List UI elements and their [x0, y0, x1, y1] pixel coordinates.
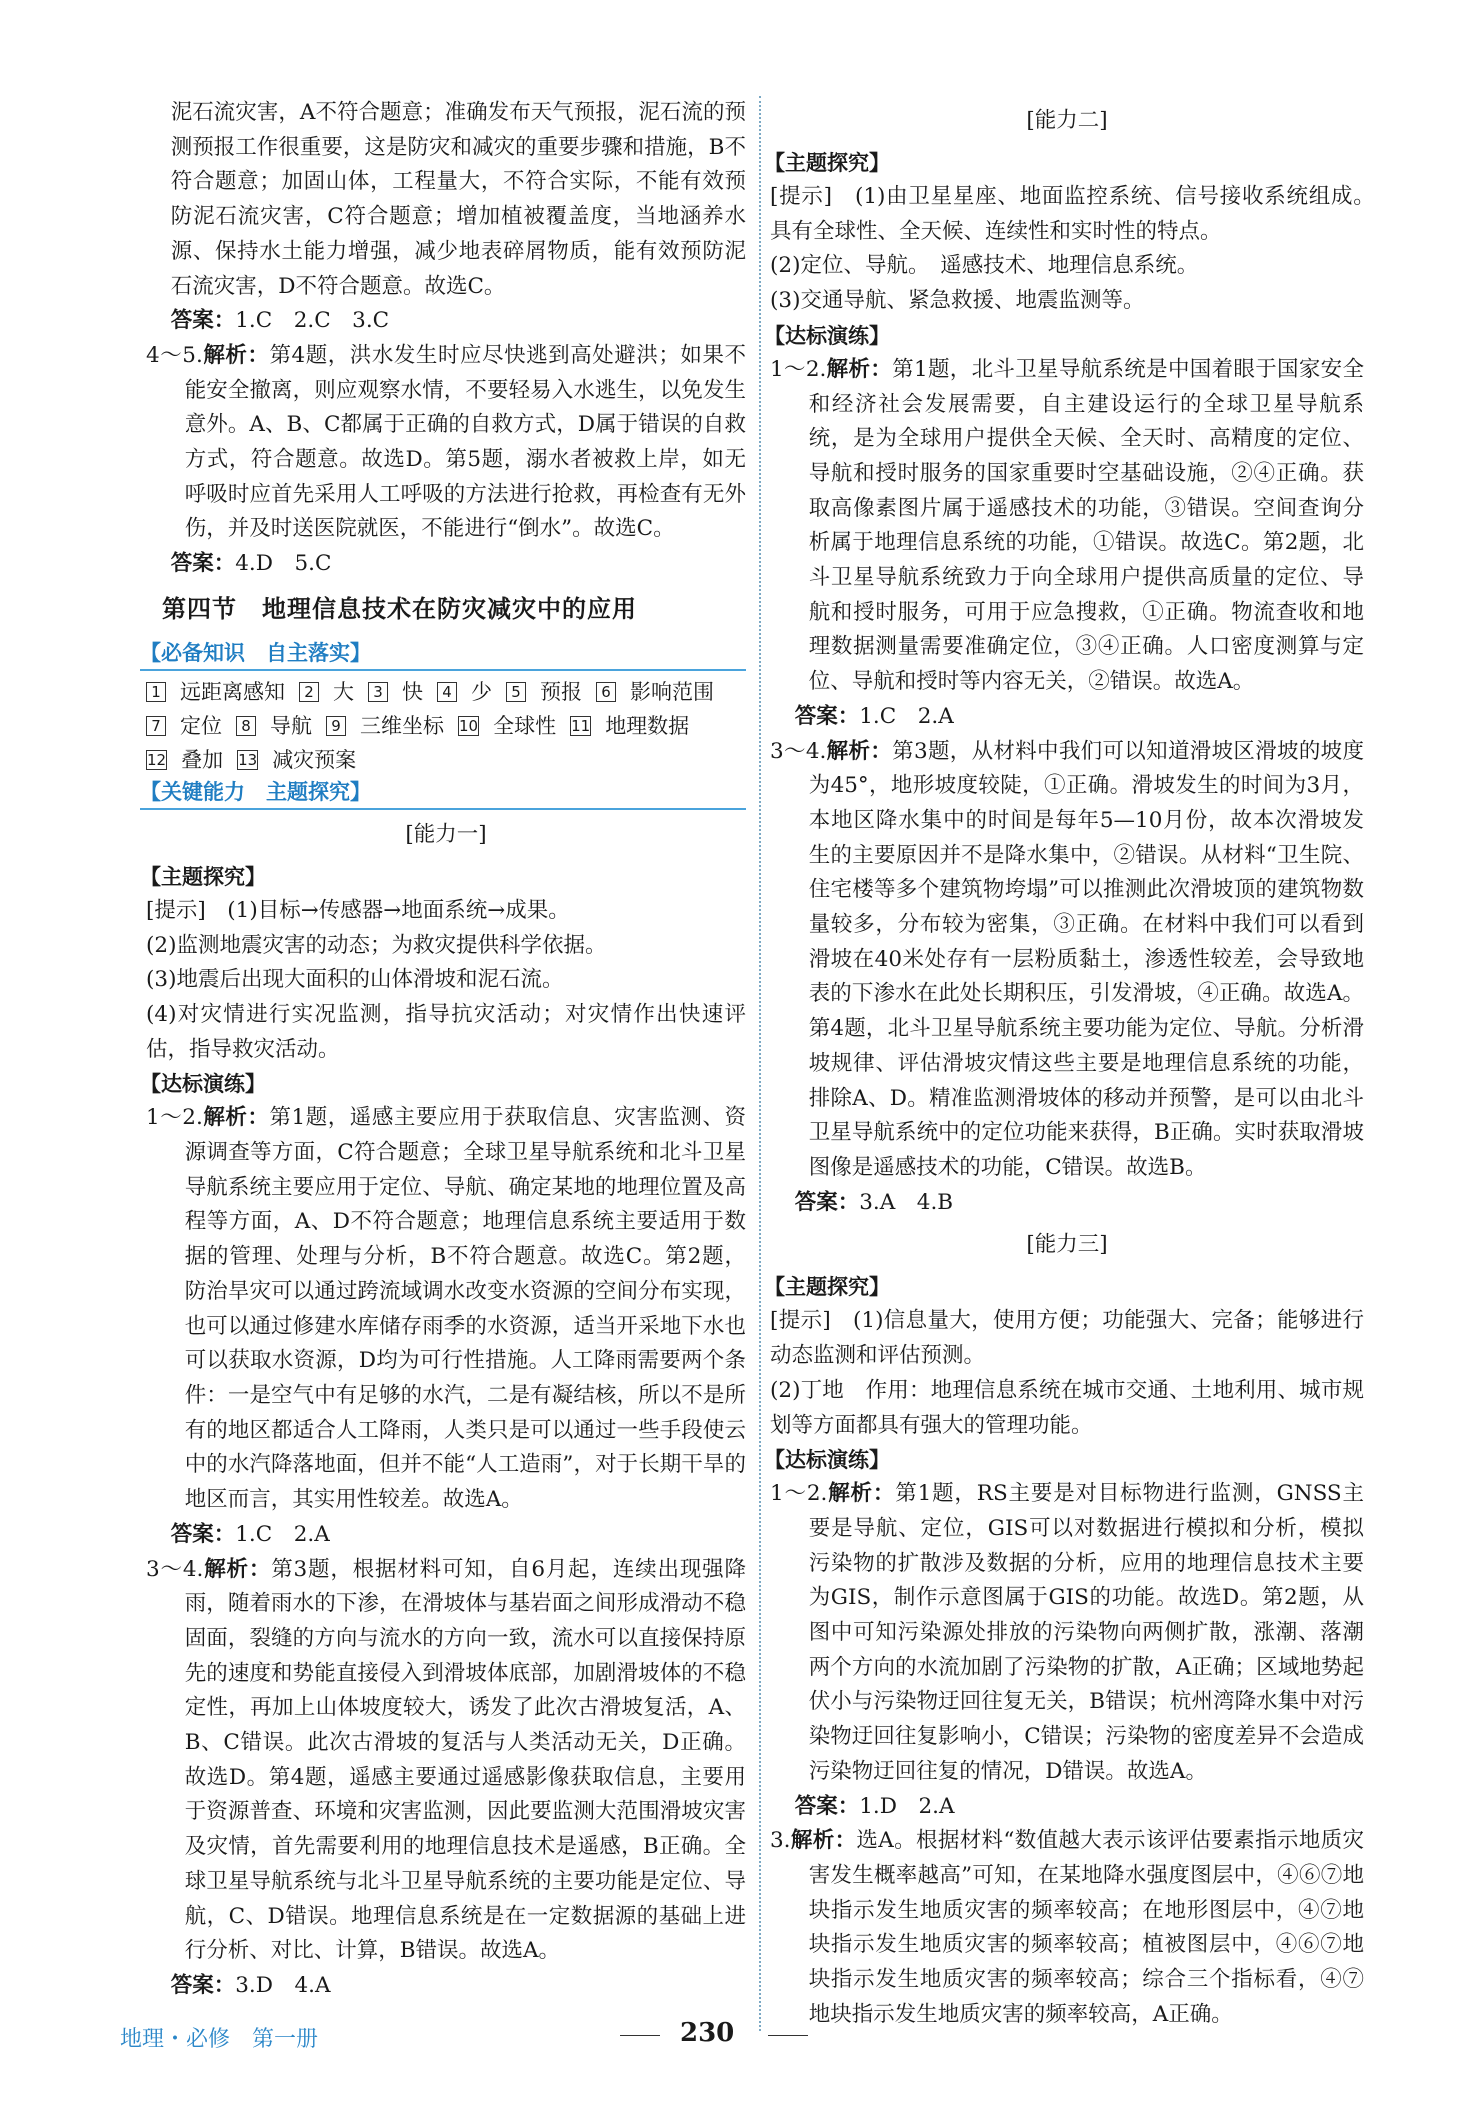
item-text: 三维坐标	[360, 713, 444, 738]
tag-heading: 【主题探究】	[140, 864, 266, 889]
left-column	[140, 96, 746, 2004]
item-text: 定位	[180, 713, 222, 738]
explanation: 1～2.解析：第1题，北斗卫星导航系统是中国着眼于国家安全和经济社会发展需要，自主建设运行的全球卫星导航系统，是为全球用户提供全天候、全天时、高精度的定位、导航和授时服务的国家重要时空基础设施，②④正确。获取高像素图片属于遥感技术的功能，③错误。空间查询分析属于地理信息系统的功能，①错误。故选C。第2题，北斗卫星导航系统致力于向全球用户提供高质量的定位、导航和授时服务，可用于应急搜救，①正确。物流查收和地理数据测量需要准确定位，③④正确。人口密度测算与定位、导航和授时等内容无关，②错误。故选A。	[770, 356, 1364, 695]
tag-heading: 【达标演练】	[764, 323, 890, 348]
column-divider	[759, 96, 761, 2031]
hint-line: (3)地震后出现大面积的山体滑坡和泥石流。	[146, 967, 564, 993]
ability-heading: [能力二]	[1026, 108, 1108, 133]
answer-line: 答案：1.D 2.A	[794, 1793, 955, 1819]
item-number-box: 12	[147, 750, 167, 769]
item-number-box: 7	[146, 716, 166, 736]
answer-line: 答案：4.D 5.C	[170, 551, 332, 577]
item-number-box: 5	[506, 682, 526, 702]
item-number-box: 3	[368, 682, 388, 702]
answer-line: 答案：1.C 2.A	[170, 1521, 330, 1547]
item-number-box: 13	[238, 750, 258, 769]
item-text: 减灾预案	[272, 747, 357, 772]
item-text: 快	[402, 679, 423, 704]
item-text: 导航	[270, 713, 312, 738]
knowledge-item	[326, 714, 444, 738]
page-number: 230	[680, 2018, 735, 2048]
item-number-box: 11	[571, 716, 591, 735]
knowledge-item	[570, 714, 689, 738]
item-text: 预报	[540, 679, 582, 704]
item-text: 远距离感知	[180, 679, 285, 704]
answer-line: 答案：3.A 4.B	[794, 1189, 954, 1215]
hint-line: [提示] (1)由卫星星座、地面监控系统、信号接收系统组成。 具有全球性、全天候、连续性和实时性的特点。	[770, 184, 1386, 244]
knowledge-item	[146, 748, 223, 772]
knowledge-item	[299, 680, 354, 704]
tag-heading: 【达标演练】	[764, 1448, 890, 1473]
item-text: 全球性	[493, 713, 557, 738]
footer-dash	[768, 2035, 808, 2036]
footer-dash	[620, 2035, 660, 2036]
knowledge-item	[368, 680, 423, 704]
ability-heading: [能力三]	[1026, 1232, 1108, 1258]
hint-line: (2)定位、导航。 遥感技术、地理信息系统。	[770, 253, 1199, 279]
hint-line: [提示] (1)信息量大，使用方便；功能强大、完备；能够进行动态监测和评估预测。	[770, 1308, 1364, 1369]
band-heading: 【关键能力 主题探究】	[140, 777, 746, 810]
item-text: 大	[333, 679, 354, 704]
item-number-box: 8	[236, 716, 256, 736]
item-text: 地理数据	[605, 713, 690, 738]
band-heading: 【必备知识 自主落实】	[140, 638, 746, 671]
knowledge-item	[146, 680, 285, 704]
answer-line: 答案：1.C 2.C 3.C	[170, 308, 390, 334]
item-text: 影响范围	[630, 679, 714, 704]
hint-line: (3)交通导航、紧急救援、地震监测等。	[770, 288, 1145, 314]
knowledge-item	[236, 714, 312, 738]
right-column	[764, 96, 1386, 2032]
item-number-box: 4	[437, 682, 457, 702]
hint-line: (2)监测地震灾害的动态；为救灾提供科学依据。	[146, 932, 607, 958]
hint-line: (4)对灾情进行实况监测，指导抗灾活动；对灾情作出快速评估，指导救灾活动。	[146, 1001, 746, 1062]
item-number-box: 10	[459, 716, 479, 735]
item-number-box: 9	[326, 716, 346, 736]
knowledge-item	[146, 714, 222, 738]
explanation: 3～4.解析：第3题，根据材料可知，自6月起，连续出现强降雨，随着雨水的下渗，在滑坡体与基岩面之间形成滑动不稳固面，裂缝的方向与流水的方向一致，流水可以直接保持原先的速度和势能直接侵入到滑坡体底部，加剧滑坡体的不稳定性，再加上山体坡度较大，诱发了此次古滑坡复活，A、B、C错误。此次古滑坡的复活与人类活动无关，D正确。故选D。第4题，遥感主要通过遥感影像获取信息，主要用于资源普查、环境和灾害监测，因此要监测大范围滑坡灾害及灾情，首先需要利用的地理信息技术是遥感，B正确。全球卫星导航系统与北斗卫星导航系统的主要功能是定位、导航，C、D错误。地理信息系统是在一定数据源的基础上进行分析、对比、计算，B错误。故选A。	[146, 1556, 746, 1964]
answer-line: 答案：3.D 4.A	[170, 1972, 331, 1998]
explanation: 1～2.解析：第1题，遥感主要应用于获取信息、灾害监测、资源调查等方面，C符合题意；全球卫星导航系统和北斗卫星导航系统主要应用于定位、导航、确定某地的地理位置及高程等方面，A、D不符合题意；地理信息系统主要适用于数据的管理、处理与分析，B不符合题意。故选C。第2题，防治旱灾可以通过跨流域调水改变水资源的空间分布实现，也可以通过修建水库储存雨季的水资源，适当开采地下水也可以获取水资源，D均为可行性措施。人工降雨需要两个条件：一是空气中有足够的水汽，二是有凝结核，所以不是所有的地区都适合人工降雨，人类只是可以通过一些手段使云中的水汽降落地面，但并不能“人工造雨”，对于长期干旱的地区而言，其实用性较差。故选A。	[146, 1105, 746, 1513]
paragraph: 泥石流灾害，A不符合题意；准确发布天气预报，泥石流的预测预报工作很重要，这是防灾和减灾的重要步骤和措施，B不符合题意；加固山体，工程量大，不符合实际，不能有效预防泥石流灾害，C符合题意；增加植被覆盖度，当地涵养水源、保持水土能力增强，减少地表碎屑物质，能有效预防泥石流灾害，D不符合题意。故选C。	[170, 100, 746, 299]
tag-heading: 【达标演练】	[140, 1072, 266, 1097]
hint-line: (2)丁地 作用：地理信息系统在城市交通、土地利用、城市规划等方面都具有强大的管理功能。	[770, 1377, 1364, 1438]
explanation: 4～5.解析：第4题，洪水发生时应尽快逃到高处避洪；如果不能安全撤离，则应观察水情，不要轻易入水逃生，以免发生意外。A、B、C都属于正确的自救方式，D属于错误的自救方式，符合题意。故选D。第5题，溺水者被救上岸，如无呼吸时应首先采用人工呼吸的方法进行抢救，再检查有无外伤，并及时送医院就医，不能进行“倒水”。故选C。	[146, 342, 746, 542]
tag-heading: 【主题探究】	[764, 151, 890, 175]
knowledge-item	[237, 748, 356, 772]
footer-subject: 地理・必修 第一册	[120, 2027, 319, 2052]
explanation: 1～2.解析：第1题，RS主要是对目标物进行监测，GNSS主要是导航、定位，GIS可以对数据进行模拟和分析，模拟污染物的扩散涉及数据的分析，应用的地理信息技术主要为GIS，制作示意图属于GIS的功能。故选D。第2题，从图中可知污染源处排放的污染物向两侧扩散，涨潮、落潮两个方向的水流加剧了污染物的扩散，A正确；区域地势起伏小与污染物迂回往复无关，B错误；杭州湾降水集中对污染物迂回往复影响小，C错误；污染物的密度差异不会造成污染物迂回往复的情况，D错误。故选A。	[770, 1481, 1364, 1784]
item-number-box: 6	[596, 682, 616, 702]
item-number-box: 2	[299, 682, 319, 702]
knowledge-item	[596, 680, 714, 704]
explanation: 3～4.解析：第3题，从材料中我们可以知道滑坡区滑坡的坡度为45°，地形坡度较陡，①正确。滑坡发生的时间为3月，本地区降水集中的时间是每年5—10月份，故本次滑坡发生的主要原因并不是降水集中，②错误。从材料“卫生院、住宅楼等多个建筑物垮塌”可以推测此次滑坡顶的建筑物数量较多，分布较为密集，③正确。在材料中我们可以看到滑坡在40米处存有一层粉质黏土，渗透性较差，会导致地表的下渗水在此处长期积压，引发滑坡，④正确。故选A。第4题，北斗卫星导航系统主要功能为定位、导航。分析滑坡规律、评估滑坡灾情这些主要是地理信息系统的功能，排除A、D。精准监测滑坡体的移动并预警，是可以由北斗卫星导航系统中的定位功能来获得，B正确。实时获取滑坡图像是遥感技术的功能，C错误。故选B。	[770, 738, 1364, 1180]
ability-heading: [能力一]	[405, 821, 487, 847]
knowledge-list	[146, 675, 746, 777]
tag-heading: 【主题探究】	[764, 1275, 890, 1300]
hint-line: [提示] (1)目标→传感器→地面系统→成果。	[146, 897, 570, 923]
section-title: 第四节 地理信息技术在防灾减灾中的应用	[162, 594, 637, 623]
knowledge-item	[458, 714, 556, 738]
item-text: 少	[471, 679, 492, 704]
knowledge-item	[506, 680, 582, 704]
item-number-box: 1	[146, 682, 166, 702]
answer-line: 答案：1.C 2.A	[794, 703, 954, 729]
explanation: 3.解析：选A。根据材料“数值越大表示该评估要素指示地质灾害发生概率越高”可知，在某地降水强度图层中，④⑥⑦地块指示发生地质灾害的频率较高；在地形图层中，④⑦地块指示发生地质灾害的频率较高；植被图层中，④⑥⑦地块指示发生地质灾害的频率较高；综合三个指标看，④⑦地块指示发生地质灾害的频率较高，A正确。	[770, 1828, 1364, 2027]
knowledge-item	[437, 680, 492, 704]
item-text: 叠加	[181, 747, 224, 772]
